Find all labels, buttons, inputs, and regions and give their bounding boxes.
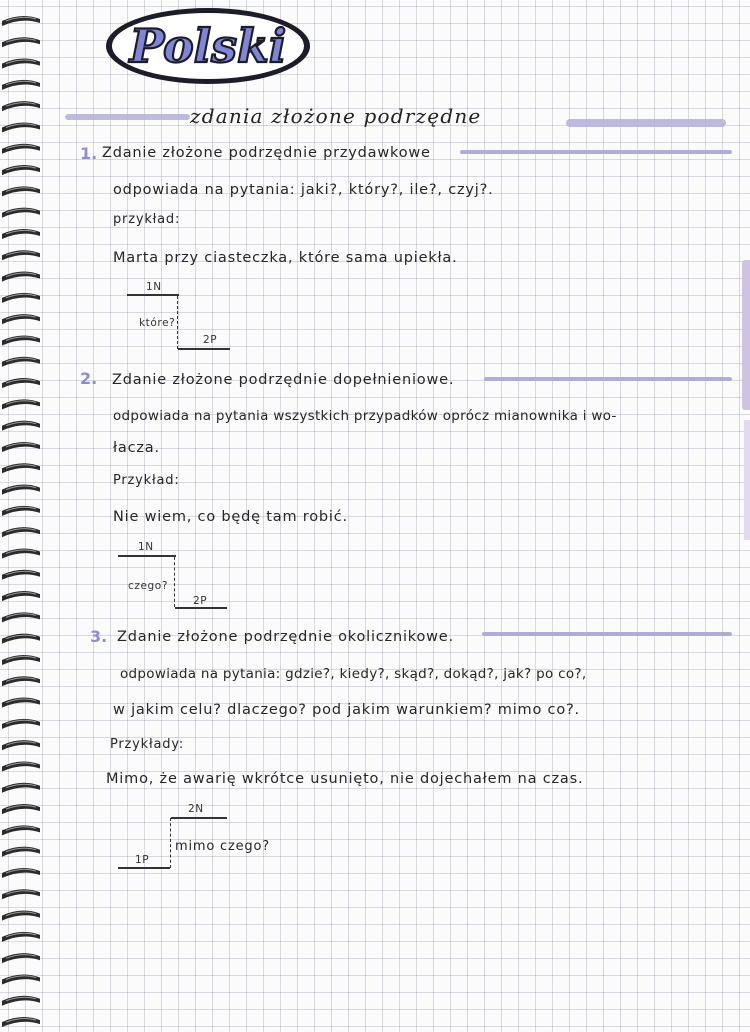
section-2-answers-line2: łacza. (113, 440, 160, 456)
diagram-3-top: 2N (188, 803, 204, 815)
diagram-1-connector: które? (139, 317, 176, 329)
diagram-2-bottom-line (175, 607, 227, 609)
diagram-1-bottom-line (178, 348, 230, 350)
diagram-1-top: 1N (146, 281, 162, 293)
subtitle-highlight-left (65, 114, 190, 120)
polski-logo (103, 4, 313, 88)
page-tab-2 (744, 420, 750, 540)
diagram-2-connector: czego? (128, 580, 169, 592)
spiral-binding (0, 0, 44, 1032)
section-1-example: Marta przy ciasteczka, które sama upiekła. (113, 250, 458, 266)
section-2-underline (484, 377, 732, 381)
section-3-answers-line1: odpowiada na pytania: gdzie?, kiedy?, skąd?, dokąd?, jak? po co?, (120, 666, 587, 682)
section-1-underline (460, 150, 732, 154)
section-3-answers-line2: w jakim celu? dlaczego? pod jakim warunkiem? mimo co?. (113, 702, 580, 718)
diagram-3-bottom: 1P (135, 854, 150, 866)
section-3-example-label: Przykłady: (110, 737, 185, 752)
section-2-number: 2. (80, 369, 98, 388)
section-1-number: 1. (80, 144, 98, 163)
diagram-3-top-line (171, 817, 227, 819)
diagram-2-top: 1N (138, 541, 154, 553)
diagram-3-connector: mimo czego? (175, 839, 270, 854)
diagram-2-top-line (118, 555, 176, 557)
section-2-example: Nie wiem, co będę tam robić. (113, 509, 348, 525)
section-3-heading: Zdanie złożone podrzędnie okolicznikowe. (117, 629, 454, 645)
section-1-example-label: przykład: (113, 212, 181, 227)
diagram-1-connector-line (177, 296, 178, 349)
diagram-1-bottom: 2P (203, 334, 218, 346)
section-2-example-label: Przykład: (113, 473, 180, 488)
diagram-3-bottom-line (118, 867, 170, 869)
logo-text: Polski (129, 19, 287, 73)
diagram-2-bottom: 2P (193, 595, 208, 607)
diagram-3-connector-line (170, 818, 171, 868)
section-3-underline (482, 632, 732, 636)
section-1-heading: Zdanie złożone podrzędnie przydawkowe (102, 145, 431, 161)
section-2-heading: Zdanie złożone podrzędnie dopełnieniowe. (112, 372, 455, 388)
page-tab (742, 260, 750, 410)
section-1-answers: odpowiada na pytania: jaki?, który?, ile?, czyj?. (113, 182, 494, 198)
section-3-example: Mimo, że awarię wkrótce usunięto, nie dojechałem na czas. (106, 771, 584, 787)
section-3-number: 3. (90, 627, 108, 646)
page-subtitle: zdania złożone podrzędne (190, 104, 482, 128)
diagram-1-top-line (127, 294, 179, 296)
diagram-2-connector-line (174, 557, 175, 607)
section-2-answers-line1: odpowiada na pytania wszystkich przypadków oprócz mianownika i wo- (113, 408, 617, 424)
subtitle-highlight-right (566, 119, 726, 127)
